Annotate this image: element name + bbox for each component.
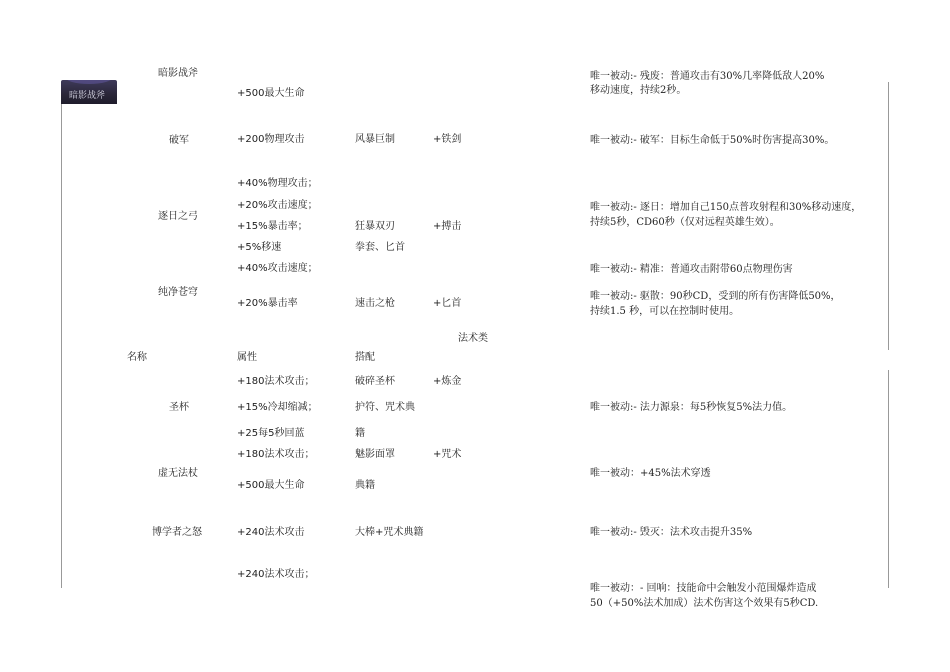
item-combo: 狂暴双刃	[355, 221, 395, 232]
column-header-name: 名称	[127, 352, 147, 363]
item-attr: +20%攻击速度；	[237, 200, 318, 211]
item-combo: +匕首	[433, 298, 462, 309]
item-attr: +20%暴击率	[237, 298, 298, 309]
item-combo: +炼金	[433, 376, 462, 387]
item-attr: +200物理攻击	[237, 134, 305, 145]
item-combo: 典籍	[355, 480, 375, 491]
item-passive: 持续1.5 秒，可以在控制时使用。	[590, 306, 740, 317]
item-name: 破军	[169, 135, 189, 146]
column-header-attr: 属性	[237, 352, 257, 363]
item-attr: +40%物理攻击；	[237, 178, 318, 189]
item-combo: 破碎圣杯	[355, 376, 395, 387]
section-title: 法术类	[458, 333, 488, 344]
item-passive: 移动速度，持续2秒。	[590, 85, 687, 96]
item-passive: 唯一被动:- 残废：普通攻击有30%几率降低敌人20%	[590, 71, 825, 82]
item-passive: 唯一被动:- 破军：目标生命低于50%时伤害提高30%。	[590, 135, 835, 146]
item-passive: 持续5秒，CD60秒（仅对远程英雄生效）。	[590, 217, 780, 228]
item-attr: +40%攻击速度；	[237, 263, 318, 274]
item-attr: +500最大生命	[237, 480, 305, 491]
item-attr: +25每5秒回蓝	[237, 428, 305, 439]
item-attr: +180法术攻击；	[237, 449, 315, 460]
item-attr: +180法术攻击；	[237, 376, 315, 387]
item-name: 纯净苍穹	[158, 287, 198, 298]
item-passive: 唯一被动:- 精准：普通攻击附带60点物理伤害	[590, 264, 793, 275]
item-name: 逐日之弓	[158, 211, 198, 222]
item-passive: 唯一被动：- 回响：技能命中会触发小范围爆炸造成	[590, 583, 817, 594]
item-passive: 唯一被动:- 逐日：增加自己150点普攻射程和30%移动速度，	[590, 202, 862, 213]
item-attr: +15%暴击率；	[237, 221, 308, 232]
item-combo: 大棒+咒术典籍	[355, 527, 424, 538]
item-passive: 唯一被动:- 毁灭：法术攻击提升35%	[590, 527, 753, 538]
thumbnail-glow	[65, 80, 113, 84]
item-name: 暗影战斧	[158, 68, 198, 79]
item-combo: 拳套、匕首	[355, 242, 405, 253]
item-passive: 50（+50%法术加成）法术伤害这个效果有5秒CD.	[590, 598, 819, 609]
item-name: 圣杯	[169, 402, 189, 413]
item-attr: +5%移速	[237, 242, 282, 253]
item-combo: 速击之枪	[355, 298, 395, 309]
item-attr: +240法术攻击	[237, 527, 305, 538]
item-combo: +铁剑	[433, 134, 462, 145]
item-thumbnail-image	[61, 80, 117, 104]
right-border-line-top	[888, 82, 889, 350]
thumbnail-caption: 暗影战斧	[69, 91, 106, 101]
item-combo: 魅影面罩	[355, 449, 395, 460]
item-passive: 唯一被动:- 驱散：90秒CD，受到的所有伤害降低50%，	[590, 291, 841, 302]
item-combo: 籍	[355, 428, 365, 439]
item-combo: +搏击	[433, 221, 462, 232]
item-combo: 护符、咒术典	[355, 402, 415, 413]
item-combo: 风暴巨制	[355, 134, 395, 145]
column-header-combo: 搭配	[355, 352, 375, 363]
left-border-line	[61, 104, 62, 588]
item-name: 虚无法杖	[158, 468, 198, 479]
item-combo: +咒术	[433, 449, 462, 460]
item-attr: +15%冷却缩减；	[237, 402, 318, 413]
right-border-line-bottom	[888, 370, 889, 588]
item-attr: +500最大生命	[237, 88, 305, 99]
item-passive: 唯一被动：+45%法术穿透	[590, 468, 711, 479]
item-passive: 唯一被动:- 法力源泉：每5秒恢复5%法力值。	[590, 402, 793, 413]
item-name: 博学者之怒	[152, 527, 202, 538]
item-attr: +240法术攻击；	[237, 569, 315, 580]
